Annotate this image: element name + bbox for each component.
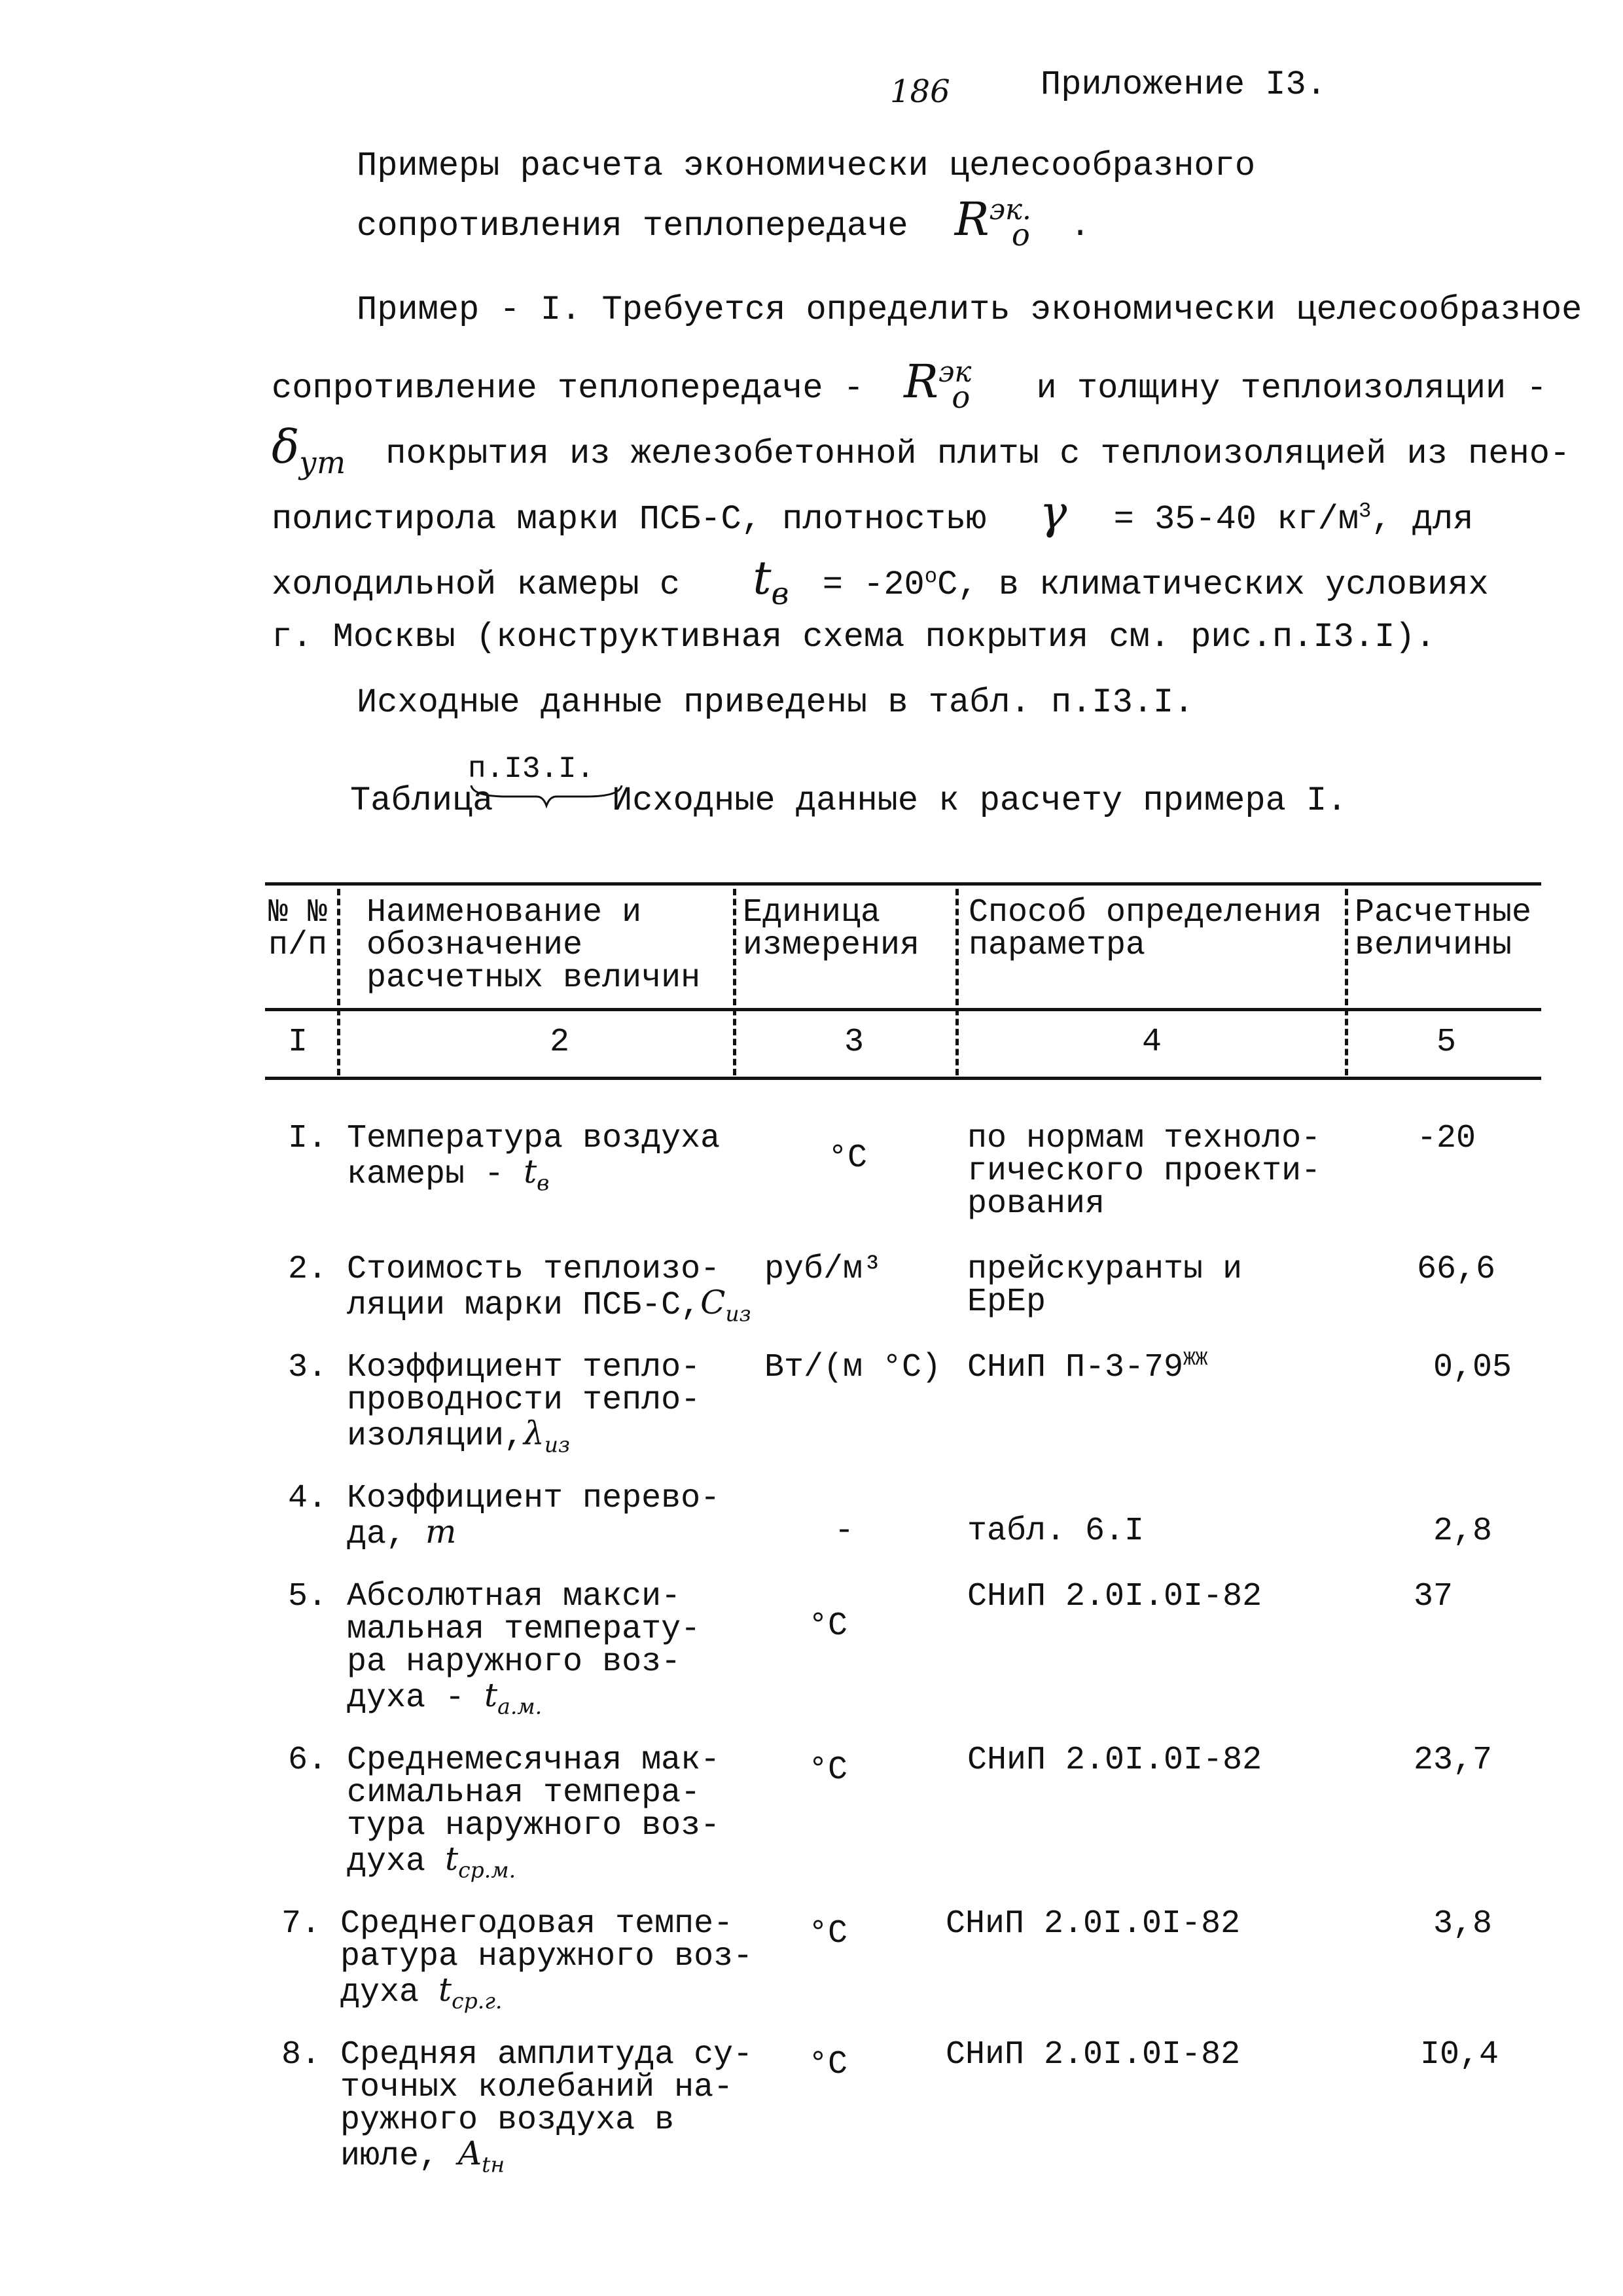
table-row-5-unit: °C (808, 1607, 848, 1645)
table-row-1-symbol (524, 1153, 550, 1196)
example-symbol-tv (753, 551, 789, 612)
table-row-7-symbol-letter: t (438, 1971, 452, 2009)
heading-end-dot: . (1069, 207, 1091, 245)
table-caption-word: Таблица (350, 781, 493, 820)
example-line-1: Пример - I. Требуется определить экономически целесообразное (357, 291, 1582, 329)
example-line-2 (272, 355, 1547, 416)
example-symbol-gamma: γ (1039, 486, 1067, 539)
table-row-7-name (340, 1905, 753, 2014)
table-row-5-symbol-sub: а.м. (497, 1693, 543, 1719)
example-symbol-tv-sub: в (771, 576, 789, 612)
column-number-5: 5 (1436, 1024, 1457, 1061)
table-row-3-num: 3. (288, 1349, 328, 1386)
table-caption-number: п.I3.I. (468, 752, 595, 786)
example-line-4-b: = 35-40 кг/м (1113, 500, 1359, 539)
table-row-2-symbol (700, 1283, 751, 1327)
table-row-3-method-sup: ЖЖ (1183, 1348, 1208, 1371)
heading-symbol-letter: R (954, 192, 990, 246)
table-row-3-method (967, 1348, 1208, 1386)
example-line-5 (272, 551, 1489, 612)
table-row-8-symbol (458, 2134, 505, 2178)
heading-line-1: Примеры расчета экономически целесообразного (357, 147, 1256, 185)
table-row-6-symbol (445, 1840, 516, 1883)
table-row-4-num: 4. (288, 1480, 328, 1517)
table-row-8-method: СНиП 2.0I.0I-82 (946, 2036, 1241, 2073)
example-line-5-b: = -20 (822, 565, 925, 604)
example-line-4-c: , для (1371, 500, 1474, 539)
table-numbers-rule (265, 1077, 1541, 1080)
table-row-2-symbol-letter: C (700, 1283, 726, 1321)
table-row-6-value: 23,7 (1414, 1742, 1493, 1779)
example-line-2-a: сопротивление теплопередаче - (272, 369, 864, 408)
column-number-1: I (288, 1024, 308, 1061)
table-header-rule (265, 1008, 1541, 1011)
table-row-2-unit: руб/м³ (764, 1251, 883, 1288)
heading-symbol-sub: o (1011, 217, 1030, 253)
table-row-4-unit: - (834, 1513, 855, 1550)
table-row-6-unit: °C (808, 1751, 848, 1789)
table-row-5-symbol-letter: t (484, 1676, 498, 1714)
table-row-2-value: 66,6 (1417, 1251, 1496, 1288)
example-line-4-a: полистирола марки ПСБ-С, плотностью (272, 500, 987, 539)
table-row-2-symbol-sub: из (725, 1300, 751, 1327)
table-row-1-name-text: Температура воздуха камеры - (347, 1120, 721, 1193)
table-row-1-method: по нормам техноло- гического проекти- рования (967, 1120, 1321, 1223)
table-row-2-num: 2. (288, 1251, 328, 1288)
table-row-1-name (347, 1120, 721, 1196)
table-row-8-name-text: Средняя амплитуда су- точных колебаний на- ружного воздуха в июле, (340, 2036, 753, 2175)
heading-line-2 (357, 192, 1091, 253)
table-row-4-value: 2,8 (1433, 1513, 1493, 1550)
example-line-4-sup: 3 (1359, 499, 1372, 524)
table-row-6-num: 6. (288, 1742, 328, 1779)
table-row-8-name (340, 2036, 753, 2178)
table-row-1-symbol-sub: в (537, 1170, 550, 1196)
table-row-1-num: I. (288, 1120, 328, 1157)
header-unit: Единица измерения (743, 894, 920, 964)
handwritten-page-number: 186 (890, 73, 950, 110)
table-row-7-symbol-sub: ср.г. (452, 1988, 503, 2014)
table-row-8-num: 8. (281, 2036, 321, 2073)
heading-symbol-sup: эк. (989, 194, 1031, 227)
example-symbol-r-sup: эк (938, 356, 972, 389)
appendix-title: Приложение I3. (1041, 65, 1327, 104)
column-number-2: 2 (550, 1024, 570, 1061)
table-row-7-unit: °C (808, 1915, 848, 1952)
table-divider-2 (733, 889, 736, 1075)
table-row-8-value: I0,4 (1420, 2036, 1499, 2073)
table-row-5-value: 37 (1414, 1578, 1454, 1615)
table-row-5-num: 5. (288, 1578, 328, 1615)
table-row-6-method: СНиП 2.0I.0I-82 (967, 1742, 1262, 1779)
table-row-3-symbol-letter: λ (524, 1414, 544, 1452)
table-row-7-name-text: Среднегодовая темпе- ратура наружного воз- духа (340, 1905, 753, 2011)
example-line-5-c: С, в климатических условиях (937, 565, 1489, 604)
table-row-4-name-text: Коэффициент перево- да, (347, 1480, 721, 1553)
table-row-7-num: 7. (281, 1905, 321, 1943)
table-row-3-name (347, 1349, 701, 1458)
table-row-1-unit: °C (828, 1139, 868, 1177)
table-row-1-symbol-letter: t (524, 1153, 537, 1191)
table-row-3-symbol (524, 1414, 571, 1458)
example-symbol-r (904, 355, 972, 416)
example-symbol-delta-letter: δ (272, 420, 300, 474)
example-line-2-b: и толщину теплоизоляции - (1036, 369, 1547, 408)
table-row-2-method: прейскуранты и ЕрЕр (967, 1251, 1243, 1321)
table-row-3-name-text: Коэффициент тепло- проводности тепло- изоляции, (347, 1349, 701, 1455)
table-row-2-name-text: Стоимость теплоизо- ляции марки ПСБ-С, (347, 1251, 721, 1324)
table-row-6-name-text: Среднемесячная мак- симальная темпера- тура наружного воз- духа (347, 1742, 721, 1880)
table-row-3-value: 0,05 (1433, 1349, 1512, 1386)
example-line-5-a: холодильной камеры с (272, 565, 681, 604)
table-top-rule (265, 882, 1541, 886)
example-symbol-tv-letter: t (753, 551, 772, 605)
table-row-1-value: -20 (1417, 1120, 1476, 1157)
heading-symbol-r (954, 192, 1031, 253)
table-row-4-method: табл. 6.I (967, 1513, 1145, 1550)
table-row-6-symbol-letter: t (445, 1840, 459, 1878)
table-row-5-method: СНиП 2.0I.0I-82 (967, 1578, 1262, 1615)
table-row-8-symbol-letter: A (458, 2134, 482, 2172)
table-caption-brace (468, 782, 625, 808)
heading-line-2-text: сопротивления теплопередаче (357, 207, 908, 245)
table-row-3-method-text: СНиП П-3-79 (967, 1349, 1184, 1386)
table-row-8-unit: °C (808, 2046, 848, 2083)
example-symbol-r-sub: o (952, 380, 971, 416)
header-method: Способ определения параметра (969, 894, 1323, 964)
table-row-5-symbol (484, 1676, 543, 1719)
table-row-4-symbol (425, 1513, 456, 1551)
example-symbol-r-letter: R (904, 355, 939, 408)
table-divider-3 (955, 889, 959, 1075)
example-line-3 (272, 420, 1571, 481)
example-line-7: Исходные данные приведены в табл. п.I3.I. (357, 683, 1194, 722)
table-row-7-value: 3,8 (1433, 1905, 1493, 1943)
table-divider-1 (337, 889, 340, 1075)
example-line-6: г. Москвы (конструктивная схема покрытия см. рис.п.I3.I). (272, 618, 1436, 656)
table-row-3-unit: Вт/(м °С) (764, 1349, 942, 1386)
table-row-7-method: СНиП 2.0I.0I-82 (946, 1905, 1241, 1943)
table-row-2-name (347, 1251, 751, 1327)
table-row-6-symbol-sub: ср.м. (458, 1857, 516, 1883)
example-line-4 (272, 486, 1474, 539)
example-line-3-b: покрытия из железобетонной плиты с теплоизоляцией из пено- (385, 435, 1571, 473)
table-row-6-name (347, 1742, 721, 1883)
column-number-4: 4 (1142, 1024, 1162, 1061)
table-row-4-name (347, 1482, 720, 1551)
header-num: № № п/п (268, 894, 328, 964)
table-row-5-name-text: Абсолютная макси- мальная температу- ра наружного воз- духа - (347, 1578, 701, 1717)
table-caption-title: Исходные данные к расчету примера I. (612, 781, 1347, 820)
table-row-4-symbol-letter: m (425, 1513, 457, 1551)
column-number-3: 3 (844, 1024, 865, 1061)
example-symbol-delta-sub: ут (299, 445, 346, 481)
table-row-7-symbol (438, 1971, 503, 2014)
example-line-5-sup: o (924, 564, 938, 589)
table-divider-4 (1345, 889, 1348, 1075)
header-name: Наименование и обозначение расчетных величин (366, 894, 701, 997)
example-symbol-delta (272, 420, 346, 481)
table-row-5-name (347, 1578, 701, 1719)
table-row-8-symbol-sub: tн (482, 2151, 505, 2178)
header-value: Расчетные величины (1355, 894, 1532, 964)
table-row-3-symbol-sub: из (544, 1431, 571, 1458)
